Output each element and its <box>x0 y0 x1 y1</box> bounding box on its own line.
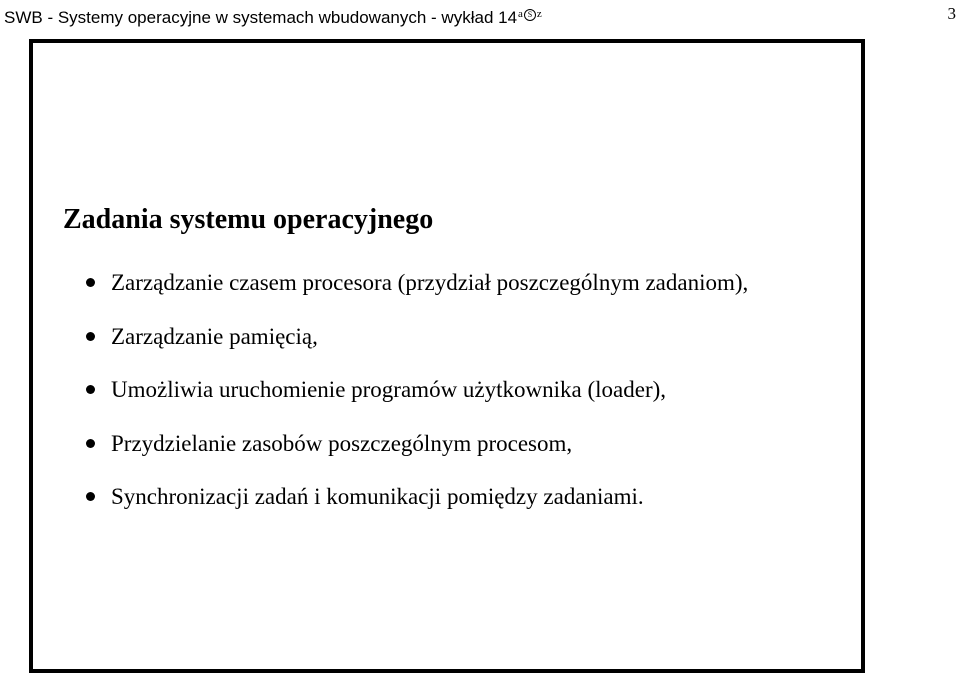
bullet-icon <box>86 385 95 394</box>
bullet-item <box>79 267 748 321</box>
bullet-item <box>79 321 748 375</box>
slide-frame <box>29 39 865 673</box>
bullet-item <box>79 481 748 535</box>
document-title <box>4 2 542 30</box>
bullet-icon <box>86 492 95 501</box>
page-header <box>4 2 956 26</box>
page-number: 3 <box>947 4 956 23</box>
author-mark-circled: S <box>524 9 536 21</box>
bullet-text: Zarządzanie czasem procesora (przydział poszczególnym zadaniom), <box>111 270 749 295</box>
bullet-icon <box>86 278 95 287</box>
bullet-list <box>79 267 748 535</box>
document-title-text: SWB - Systemy operacyjne w systemach wbudowanych - wykład 14 <box>4 8 518 27</box>
bullet-icon <box>86 332 95 341</box>
bullet-item <box>79 374 748 428</box>
bullet-text: Umożliwia uruchomienie programów użytkownika (loader), <box>111 377 667 402</box>
bullet-icon <box>86 439 95 448</box>
author-mark-right: z <box>536 8 542 20</box>
bullet-text: Przydzielanie zasobów poszczególnym procesom, <box>111 430 573 456</box>
slide-title: Zadania systemu operacyjnego <box>63 204 434 235</box>
author-mark-left: a <box>518 8 523 20</box>
bullet-text: Zarządzanie pamięcią, <box>111 323 318 349</box>
bullet-item <box>79 428 748 482</box>
bullet-text: Synchronizacji zadań i komunikacji pomiędzy zadaniami. <box>111 484 644 509</box>
author-mark <box>518 8 542 20</box>
